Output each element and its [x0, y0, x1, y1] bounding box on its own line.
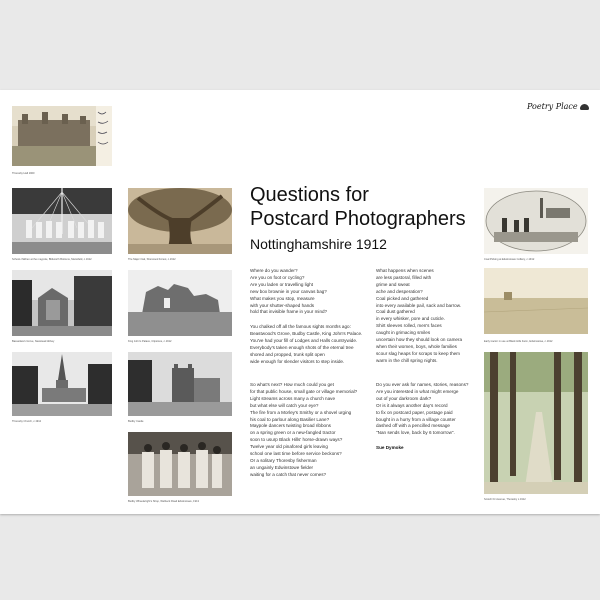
- budby-castle-image: [128, 352, 232, 416]
- caption-memorial: Bassetlaw's Grove, Newstead Abbey: [12, 340, 55, 343]
- poem-stanza-3: So what's next? How much could you get for that public house, small gate or village memorial? Light streams across many a church nave but what else will catch your eye? The fire from a Morley's Smithy or a shovel urging his coal to parlour along Basilier Lane? Maypole dancers twisting broad ribbons on a spring green or a new-fangled tractor soon to usurp Black Hills' horse-drawn ways? Twelve year old pinafored girls leaving school one last time before service beckons? Or a solitary Thoresby fisherman an ungainly Edwinstowe fielder waiting for a catch that never comes?: [250, 382, 358, 477]
- photo-church: [12, 352, 112, 416]
- photo-field: [484, 268, 588, 334]
- hedgehog-icon: [580, 104, 589, 110]
- photo-memorial: [12, 270, 112, 336]
- poster-subtitle: Nottinghamshire 1912: [250, 236, 387, 252]
- fishing-image: [484, 188, 588, 254]
- field-image: [484, 268, 588, 334]
- caption-forest-path: Scotch Fir Avenue, Thoresby c.1912: [484, 498, 526, 501]
- memorial-image: [12, 270, 112, 336]
- church-image: [12, 352, 112, 416]
- photo-thoresby-hall: [12, 106, 112, 166]
- poster-title: [250, 183, 466, 231]
- caption-church: Thoresby Church, c.1912: [12, 420, 42, 423]
- workers-image: [128, 432, 232, 496]
- ruins-image: [128, 270, 232, 336]
- photo-ruins: [128, 270, 232, 336]
- major-oak-image: [128, 188, 232, 254]
- title-line-2: Postcard Photographers: [250, 208, 466, 230]
- caption-field: Early tractor in use at Black Hills Farm, Edwinstowe, c.1912: [484, 340, 553, 343]
- caption-budby-castle: Budby Castle: [128, 420, 144, 423]
- caption-ruins: King John's Palace, Clipstone, c.1912: [128, 340, 172, 343]
- caption-major-oak: The Major Oak, Sherwood Forest, c.1912: [128, 258, 176, 261]
- poem-stanza-1: Where do you wander? Are you on foot or cycling? Are you laden or travelling light new box brownie in your canvas bag? What makes you stop, measure with your shutter-shaped hands hold that invisible frame in your mind?: [250, 268, 328, 315]
- poem-stanza-4: What happens when scenes are less pastoral, filled with grime and sweat ache and desperation? Coal picked and gathered into every available pail, sack and barrow. Coal dust gathered in every whisker, pore and cuticle. Shirt sleeves rolled, men's faces caught in grimacing smiles uncertain how they should look on camera when their women, boys, whole families scour slag heaps for scraps to keep them warm in the chill spring nights.: [376, 268, 463, 363]
- caption-fishing: Coal Picking at Edwinstowe Colliery, c.1912: [484, 258, 535, 261]
- photo-workers: [128, 432, 232, 496]
- poem-stanza-5: Do you ever ask for names, stories, reasons? Are you interested in what might emerge out of your darkroom dark? Or is it always another day's record to fix on postcard paper, postage paid bought in a hurry from a village counter dashed off with a pencilled message "Nan sends love, back by 6 tomorrow".: [376, 382, 469, 436]
- title-line-1: Questions for: [250, 184, 369, 206]
- photo-forest-path: [484, 352, 588, 494]
- photo-fishing: [484, 188, 588, 254]
- photo-budby-castle: [128, 352, 232, 416]
- photo-maypole: [12, 188, 112, 254]
- photo-major-oak: [128, 188, 232, 254]
- poem-stanza-2: You chalked off all the famous sights months ago: Beastwood's Grove, Budby Castle, King John's Palace. You've had your fill of Lodges and Halls countrywide. Everybody's taken enough shots of the eternal tree shored and propped, trunk split open wide enough for slender visitors to step inside.: [250, 324, 363, 364]
- forest-path-image: [484, 352, 588, 494]
- thoresby-hall-image: [12, 106, 112, 166]
- caption-thoresby-hall: Thoresby Hall 1900: [12, 172, 35, 175]
- maypole-image: [12, 188, 112, 254]
- caption-maypole: School children at the maypole, Blidworth Bottoms, Mansfield, c.1912: [12, 258, 92, 261]
- logo-text: Poetry Place: [527, 102, 578, 111]
- caption-workers: Budby Wheelwright's Shop, Welbeck Road Edwinstowe, 1913: [128, 500, 199, 503]
- poetry-place-logo: [527, 102, 589, 111]
- poem-author: Sue Dymoke: [376, 445, 404, 450]
